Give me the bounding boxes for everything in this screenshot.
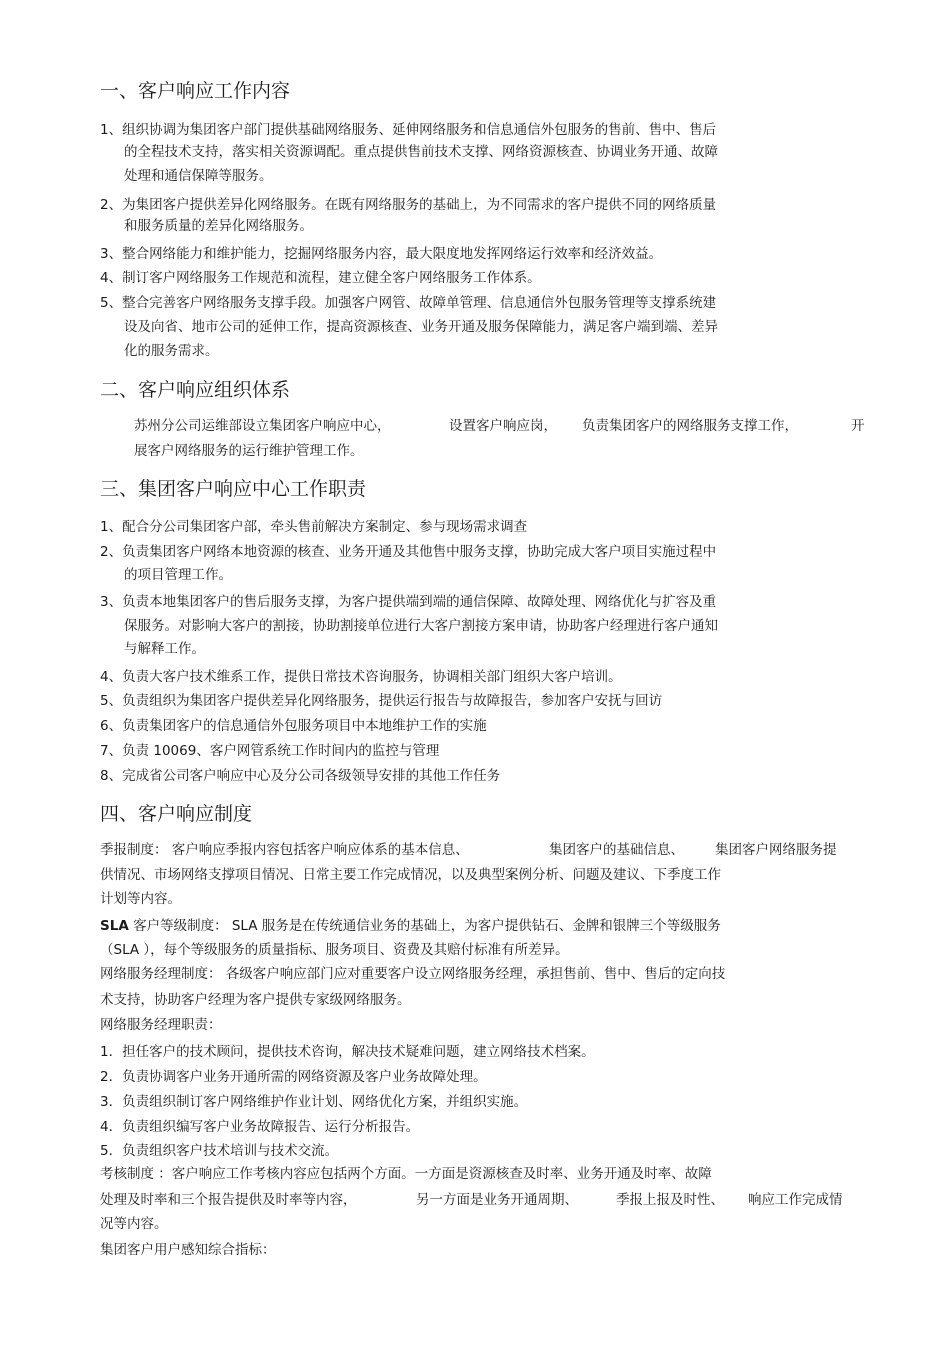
s4-quarterly-part: 季报制度： 客户响应季报内容包括客户响应体系的基本信息、 (100, 842, 469, 858)
s4-quarterly-line: 计划等内容。 (100, 891, 181, 907)
sla-label: SLA (100, 918, 129, 934)
s4-assessment-part: 季报上报及时性、 (616, 1192, 724, 1208)
s3-line: 的项目管理工作。 (124, 567, 232, 583)
s4-manager-line: 术支持，协助客户经理为客户提供专家级网络服务。 (100, 992, 411, 1008)
s3-line: 与解释工作。 (124, 641, 205, 657)
s1-line: 2、为集团客户提供差异化网络服务。在既有网络服务的基础上，为不同需求的客户提供不同的网络质量 (100, 197, 717, 213)
sla-text: 客户等级制度： SLA 服务是在传统通信业务的基础上，为客户提供钻石、金牌和银牌三个等级服务 (128, 918, 721, 934)
s1-line: 设及向省、地市公司的延伸工作，提高资源核查、业务开通及服务保障能力，满足客户端到端、差异 (124, 319, 718, 335)
s3-line: 2、负责集团客户网络本地资源的核查、业务开通及其他售中服务支撑，协助完成大客户项目实施过程中 (100, 544, 717, 560)
s1-line: 1、组织协调为集团客户部门提供基础网络服务、延伸网络服务和信息通信外包服务的售前、售中、售后 (100, 122, 717, 138)
s4-duty-title: 网络服务经理职责： (100, 1017, 222, 1033)
s1-line: 和服务质量的差异化网络服务。 (124, 218, 313, 234)
s4-assessment-line: 况等内容。 (100, 1216, 168, 1232)
s1-line: 的全程技术支持，落实相关资源调配。重点提供售前技术支撑、网络资源核查、协调业务开通、故障 (124, 144, 718, 160)
s4-quarterly-part: 集团客户网络服务提 (715, 842, 837, 858)
s4-assessment-part: 处理及时率和三个报告提供及时率等内容， (100, 1192, 357, 1208)
s4-quarterly-part: 集团客户的基础信息、 (549, 842, 684, 858)
s2-para-part: 开 (851, 418, 865, 434)
s3-line: 5、负责组织为集团客户提供差异化网络服务，提供运行报告与故障报告，参加客户安抚与回访 (100, 693, 663, 709)
s1-line: 化的服务需求。 (124, 343, 219, 359)
s1-line: 3、整合网络能力和维护能力，挖掘网络服务内容，最大限度地发挥网络运行效率和经济效益。 (100, 246, 663, 262)
s4-duty-item: 3．负责组织制订客户网络维护作业计划、网络优化方案，并组织实施。 (100, 1094, 528, 1110)
s1-line: 5、整合完善客户网络服务支撑手段。加强客户网管、故障单管理、信息通信外包服务管理等支撑系统建 (100, 295, 717, 311)
s2-para-line: 展客户网络服务的运行维护管理工作。 (134, 443, 364, 459)
s3-line: 7、负责 10069、客户网管系统工作时间内的监控与管理 (100, 743, 440, 759)
section-3-title: 三、集团客户响应中心工作职责 (100, 478, 367, 500)
s3-line: 1、配合分公司集团客户部，牵头售前解决方案制定、参与现场需求调查 (100, 519, 528, 535)
s3-line: 保服务。对影响大客户的割接，协助割接单位进行大客户割接方案申请，协助客户经理进行客户通知 (124, 618, 718, 634)
s4-sla-line (100, 916, 721, 936)
s4-duty-item: 2．负责协调客户业务开通所需的网络资源及客户业务故障处理。 (100, 1069, 487, 1085)
s1-line: 4、制订客户网络服务工作规范和流程，建立健全客户网络服务工作体系。 (100, 270, 541, 286)
s4-duty-item: 4．负责组织编写客户业务故障报告、运行分析报告。 (100, 1119, 420, 1135)
s4-manager-line: 网络服务经理制度： 各级客户响应部门应对重要客户设立网络服务经理，承担售前、售中、售后的定向技 (100, 966, 726, 982)
s4-duty-item: 5．负责组织客户技术培训与技术交流。 (100, 1143, 339, 1159)
s3-line: 6、负责集团客户的信息通信外包服务项目中本地维护工作的实施 (100, 718, 487, 734)
s2-para-part: 苏州分公司运维部设立集团客户响应中心， (134, 418, 391, 434)
section-1-title: 一、客户响应工作内容 (100, 80, 291, 102)
s3-line: 3、负责本地集团客户的售后服务支撑，为客户提供端到端的通信保障、故障处理、网络优化与扩容及重 (100, 594, 717, 610)
s2-para-part: 设置客户响应岗， (449, 418, 557, 434)
s4-sla-line: （SLA ），每个等级服务的质量指标、服务项目、资费及其赔付标准有所差异。 (100, 942, 569, 958)
s1-line: 处理和通信保障等服务。 (124, 168, 273, 184)
s2-para-part: 负责集团客户的网络服务支撑工作， (582, 418, 798, 434)
s4-assessment-part: 另一方面是业务开通周期、 (416, 1192, 578, 1208)
s4-assessment-line: 考核制度 ：客户响应工作考核内容应包括两个方面。一方面是资源核查及时率、业务开通及时率、故障 (100, 1166, 712, 1182)
s4-assessment-part: 响应工作完成情 (748, 1192, 843, 1208)
section-4-title: 四、客户响应制度 (100, 803, 253, 825)
s4-duty-item: 1．担任客户的技术顾问，提供技术咨询，解决技术疑难问题，建立网络技术档案。 (100, 1044, 595, 1060)
s4-quarterly-line: 供情况、市场网络支撑项目情况、日常主要工作完成情况，以及典型案例分析、问题及建议、下季度工作 (100, 867, 721, 883)
s4-last-line: 集团客户用户感知综合指标： (100, 1242, 276, 1258)
s3-line: 8、完成省公司客户响应中心及分公司各级领导安排的其他工作任务 (100, 768, 501, 784)
s3-line: 4、负责大客户技术维系工作，提供日常技术咨询服务，协调相关部门组织大客户培训。 (100, 669, 622, 685)
section-2-title: 二、客户响应组织体系 (100, 379, 291, 401)
